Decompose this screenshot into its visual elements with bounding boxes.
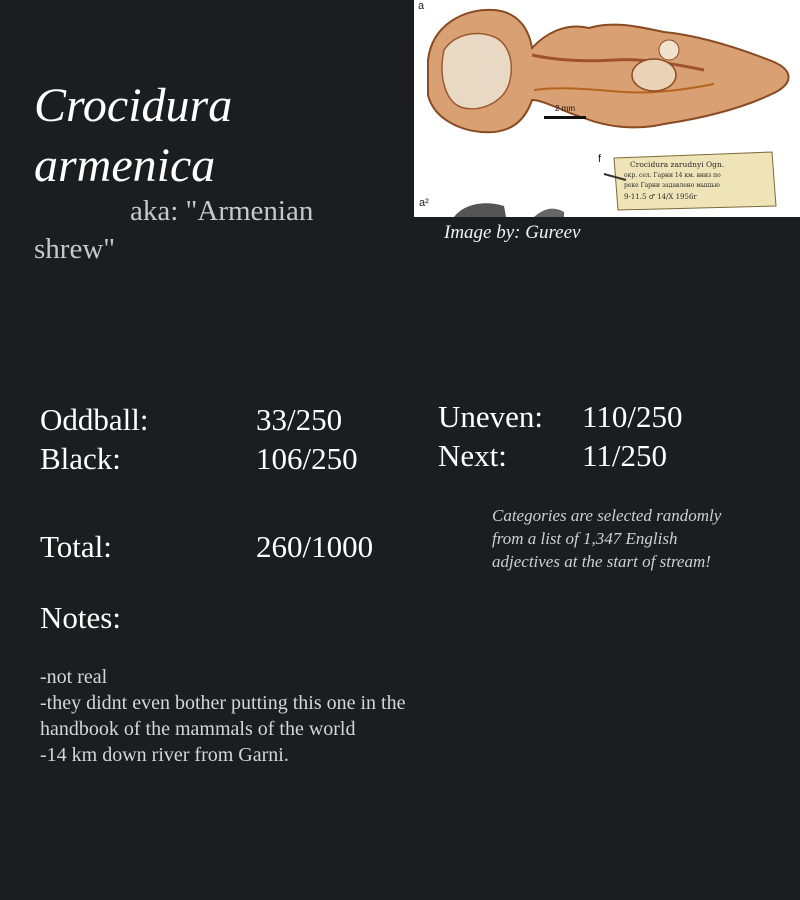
stat-label-uneven: Uneven: — [438, 399, 544, 434]
species-name: Crocidura armenica — [34, 79, 233, 192]
stat-label-next: Next: — [438, 438, 507, 473]
scale-bar-label: 2 mm — [555, 104, 575, 113]
stat-label-total: Total: — [40, 529, 112, 564]
tag-line-3: реке Гарни задавлено мышью — [624, 182, 720, 189]
tag-line-1: Crocidura zarudnyi Ogn. — [630, 160, 725, 169]
skull-illustration — [414, 0, 800, 217]
cranium-detail — [442, 34, 511, 109]
common-name: aka: "Armenian shrew" — [34, 195, 314, 265]
tooth-detail — [659, 40, 679, 60]
stat-label-black: Black: — [40, 441, 121, 476]
note-item: -not real — [40, 666, 108, 688]
panel-label-a: a — [418, 0, 425, 12]
image-credit: Image by: Gureev — [444, 222, 581, 243]
panel-label-a2: a² — [419, 197, 429, 209]
stat-value-next: 11/250 — [582, 438, 667, 473]
stat-value-black: 106/250 — [256, 441, 358, 476]
palate-detail — [632, 59, 676, 91]
panel-label-f: f — [598, 153, 602, 165]
notes-heading: Notes: — [40, 600, 121, 635]
notes-list — [40, 664, 460, 768]
stat-value-oddball: 33/250 — [256, 402, 343, 437]
note-item: -14 km down river from Garni. — [40, 744, 289, 766]
stat-value-total: 260/1000 — [256, 529, 374, 564]
tag-line-4: 9-11.5 ♂ 14/X 1956г — [624, 193, 698, 201]
specimen-photo — [414, 0, 800, 217]
scale-bar — [544, 116, 586, 119]
note-item: -they didnt even bother putting this one in the handbook of the mammals of the world — [40, 692, 406, 740]
category-caption: Categories are selected randomly from a list of 1,347 English adjectives at the start of stream! — [492, 506, 722, 571]
stat-value-uneven: 110/250 — [582, 399, 683, 434]
tag-line-2: окр. сел. Гарни 14 км. вниз по — [624, 172, 721, 179]
stat-label-oddball: Oddball: — [40, 402, 149, 437]
